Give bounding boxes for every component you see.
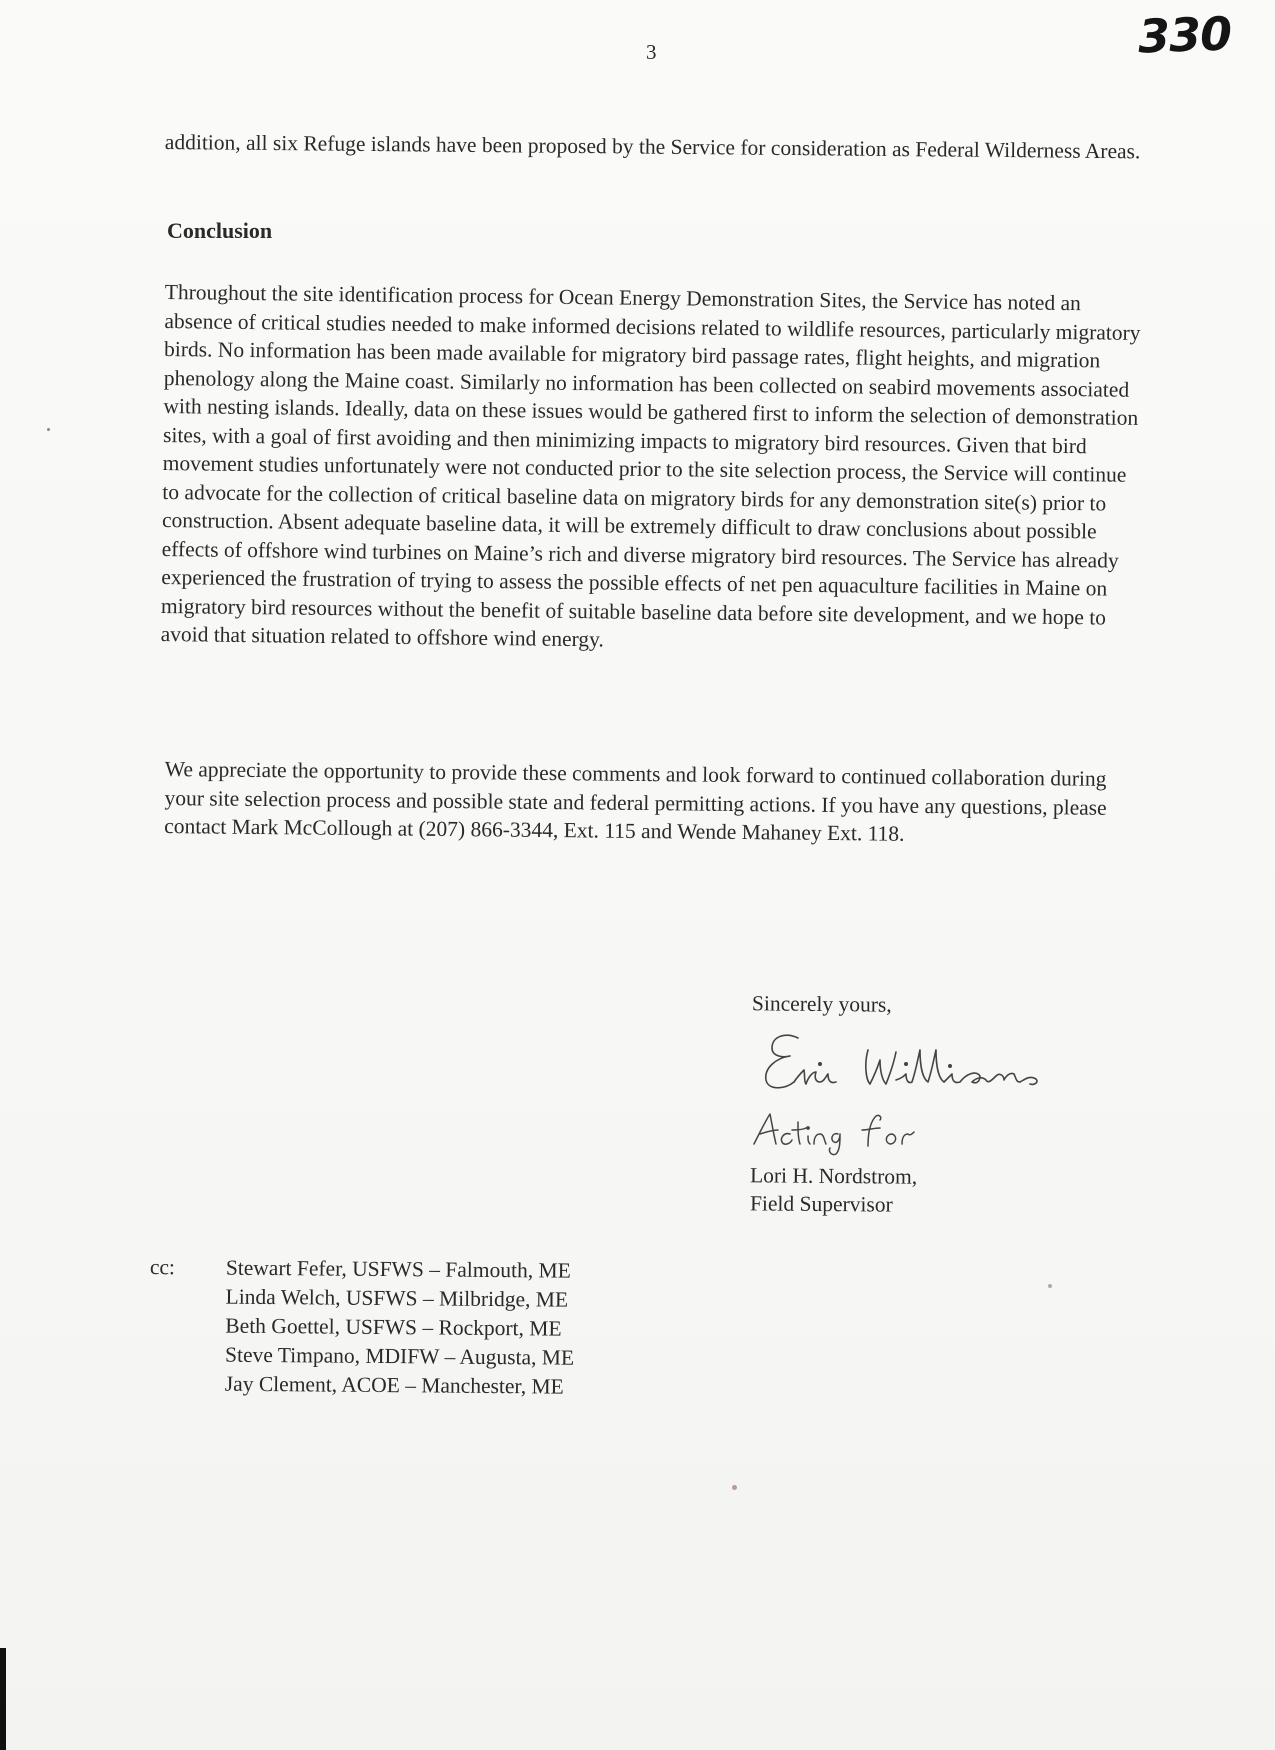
cc-recipient: Steve Timpano, MDIFW – Augusta, ME	[225, 1342, 575, 1370]
closing-salutation: Sincerely yours,	[751, 991, 892, 1017]
conclusion-heading: Conclusion	[167, 218, 273, 243]
cc-recipient: Linda Welch, USFWS – Milbridge, ME	[225, 1284, 569, 1312]
cc-recipient: Beth Goettel, USFWS – Rockport, ME	[225, 1313, 562, 1341]
cc-recipient: Jay Clement, ACOE – Manchester, ME	[224, 1371, 564, 1399]
cc-recipient-list	[225, 1254, 575, 1402]
cc-label: cc:	[149, 1254, 176, 1280]
closing-paragraph: We appreciate the opportunity to provide these comments and look forward to continued collaboration during your site selection process and possible state and federal permitting actions. If you have any questions, please contact Mark McCollough at (207) 866-3344, Ext. 115 and Wende Mahaney Ext. 118.	[164, 756, 1107, 846]
scan-speck	[1048, 1284, 1052, 1288]
acting-for-annotation	[750, 1108, 970, 1156]
conclusion-paragraph: Throughout the site identification process for Ocean Energy Demonstration Sites, the Service has noted an absence of critical studies needed to make informed decisions related to wildlife resources, particularly migratory birds. No information has been made available for migratory bird passage rates, flight heights, and migration phenology along the Maine coast. Similarly no information has been collected on seabird movements associated with nesting islands. Ideally, data on these issues would be gathered first to inform the selection of demonstration sites, with a goal of first avoiding and then minimizing impacts to migratory bird resources. Given that bird movement studies unfortunately were not conducted prior to the site selection process, the Service will continue to advocate for the collection of critical baseline data on migratory birds for any demonstration site(s) prior to construction. Absent adequate baseline data, it will be extremely difficult to draw conclusions about possible effects of offshore wind turbines on Maine’s rich and diverse migratory bird resources. The Service has already experienced the frustration of trying to assess the possible effects of net pen aquaculture facilities in Maine on migratory bird resources without the benefit of suitable baseline data before site development, and we hope to avoid that situation related to offshore wind energy.	[160, 279, 1141, 652]
handwritten-page-annotation: 330	[1137, 6, 1232, 64]
signer-title: Field Supervisor	[749, 1191, 893, 1217]
cc-recipient: Stewart Fefer, USFWS – Falmouth, ME	[225, 1255, 571, 1283]
intro-paragraph: addition, all six Refuge islands have been proposed by the Service for consideration as Federal Wilderness Areas.	[164, 129, 1141, 164]
scan-speck	[47, 428, 50, 431]
handwritten-signature	[750, 1020, 1110, 1100]
page-number: 3	[646, 40, 657, 64]
scan-edge-mark	[0, 1648, 6, 1750]
signer-name: Lori H. Nordstrom,	[749, 1163, 918, 1189]
scan-speck	[732, 1485, 737, 1490]
